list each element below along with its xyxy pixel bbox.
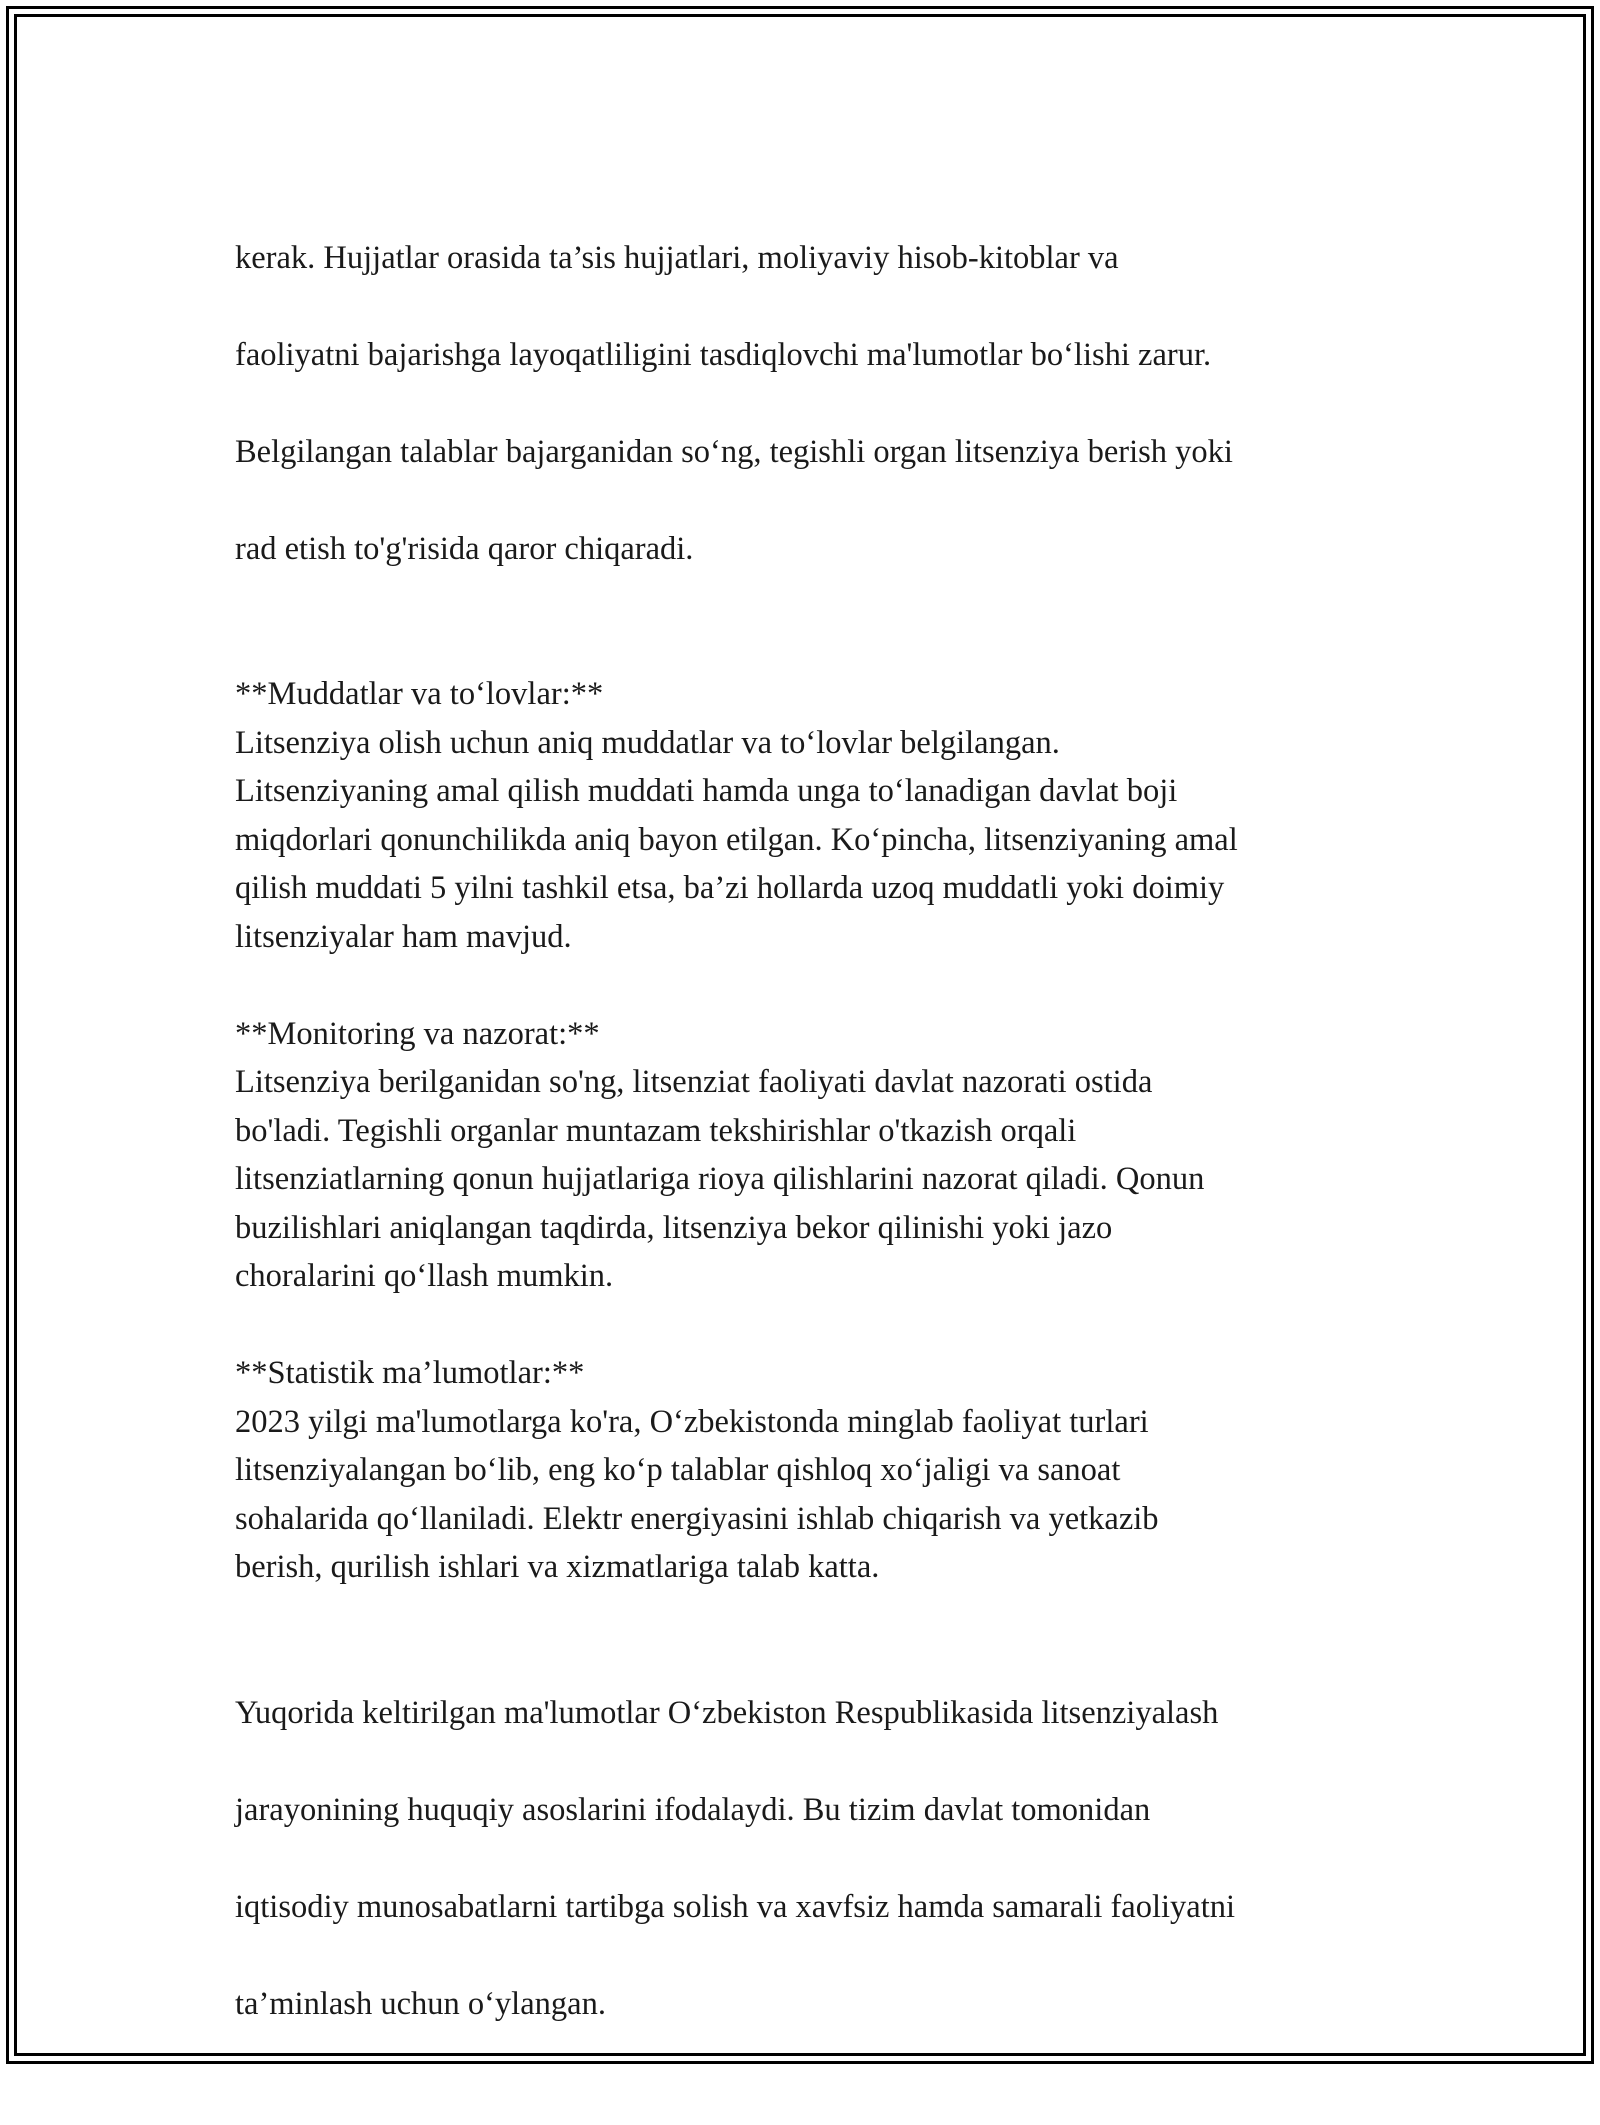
section-heading-terms: **Muddatlar va to‘lovlar:**: [235, 676, 604, 712]
monitoring-paragraph: [235, 1058, 1395, 1301]
terms-paragraph: [235, 719, 1395, 962]
section-heading-statistics: **Statistik ma’lumotlar:**: [235, 1355, 585, 1391]
text-line: Belgilangan talablar bajarganidan so‘ng, tegishli organ litsenziya berish yoki: [235, 433, 1233, 470]
intro-paragraph: [235, 185, 1395, 622]
text-line: Litsenziya berilganidan so'ng, litsenziat faoliyati davlat nazorati ostida: [235, 1064, 1153, 1100]
text-line: faoliyatni bajarishga layoqatliligini tasdiqlovchi ma'lumotlar bo‘lishi zarur.: [235, 336, 1212, 373]
text-line: miqdorlari qonunchilikda aniq bayon etilgan. Ko‘pincha, litsenziyaning amal: [235, 821, 1238, 858]
text-line: Litsenziya olish uchun aniq muddatlar va to‘lovlar belgilangan.: [235, 724, 1060, 761]
text-line: berish, qurilish ishlari va xizmatlariga talab katta.: [235, 1549, 880, 1585]
text-line: ta’minlash uchun o‘ylangan.: [235, 1985, 606, 2022]
statistics-paragraph: [235, 1398, 1395, 1592]
document-body: [235, 185, 1395, 2125]
text-line: litsenziatlarning qonun hujjatlariga rioya qilishlarini nazorat qiladi. Qonun: [235, 1161, 1205, 1197]
text-line: 2023 yilgi ma'lumotlarga ko'ra, O‘zbekistonda minglab faoliyat turlari: [235, 1403, 1149, 1440]
text-line: buzilishlari aniqlangan taqdirda, litsenziya bekor qilinishi yoki jazo: [235, 1209, 1113, 1246]
text-line: sohalarida qo‘llaniladi. Elektr energiyasini ishlab chiqarish va yetkazib: [235, 1500, 1159, 1537]
section-heading-monitoring: **Monitoring va nazorat:**: [235, 1015, 600, 1052]
text-line: qilish muddati 5 yilni tashkil etsa, ba’zi hollarda uzoq muddatli yoki doimiy: [235, 870, 1225, 906]
text-line: kerak. Hujjatlar orasida ta’sis hujjatlari, moliyaviy hisob-kitoblar va: [235, 239, 1119, 276]
text-line: Yuqorida keltirilgan ma'lumotlar O‘zbekiston Respublikasida litsenziyalash: [235, 1694, 1219, 1731]
text-line: choralarini qo‘llash mumkin.: [235, 1258, 614, 1294]
text-line: jarayonining huquqiy asoslarini ifodalaydi. Bu tizim davlat tomonidan: [235, 1791, 1151, 1828]
text-line: rad etish to'g'risida qaror chiqaradi.: [235, 530, 694, 567]
text-line: iqtisodiy munosabatlarni tartibga solish va xavfsiz hamda samarali faoliyatni: [235, 1888, 1236, 1925]
text-line: Litsenziyaning amal qilish muddati hamda unga to‘lanadigan davlat boji: [235, 773, 1178, 809]
text-line: litsenziyalar ham mavjud.: [235, 918, 572, 955]
text-line: bo'ladi. Tegishli organlar muntazam tekshirishlar o'tkazish orqali: [235, 1112, 1077, 1149]
text-line: litsenziyalangan bo‘lib, eng ko‘p talablar qishloq xo‘jaligi va sanoat: [235, 1452, 1121, 1488]
conclusion-paragraph: [235, 1640, 1395, 2077]
